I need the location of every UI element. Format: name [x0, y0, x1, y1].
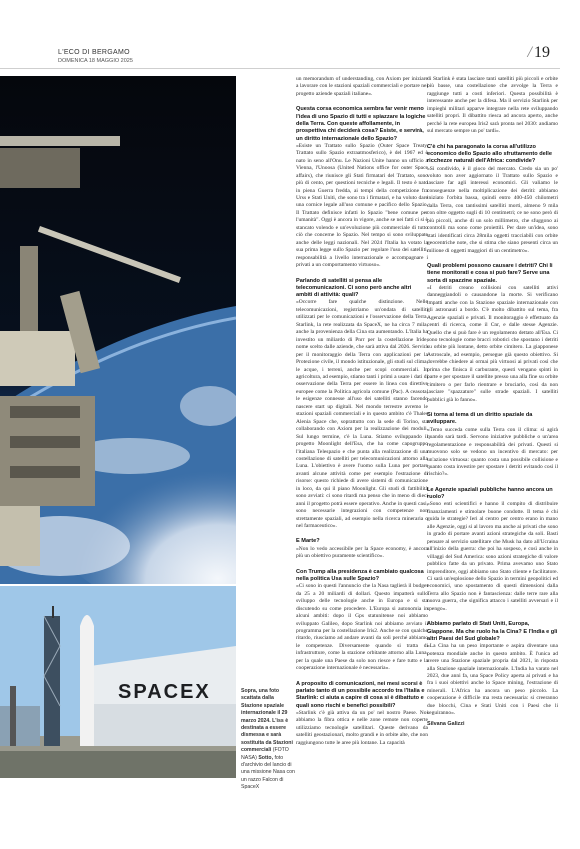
interview-question: A proposito di comunicazioni, nei mesi scorsi è parlato tanto di un possibile accordo tra l'Italia e Starlink: ci aiuta a capire di cosa si è dibattuto e quali sono rischi e benefici possibili?	[296, 680, 425, 709]
paragraph: «Si condivido, è il gioco del mercato. Credo sia un po' voluto non aver aggiornato il Trattato sullo Spazio e lasciare far agli interessi economici. Gli valiamo le conseguenze nella moltiplicazione dei detriti: abbiamo iniziato l'orbita bassa, quindi entro 400-450 chilometri dalla Terra, con tantissimi satelliti morti, almeno 9 mila con oltre oggetto sugli di 10 centimetri; ce ne sono però di più piccoli, anche di un solo millimetro, che sfuggono ai controlli ma sono come proiettili. Per dare un'idea, sono stati identificati circa 28mila oggetti tracciabili con orbite geocentriche note, che si stima che siano presenti circa un milione di oggetti maggiori di un centimetro».	[427, 165, 558, 254]
spacex-lettering: SPACEX	[118, 681, 211, 703]
paragraph: un memorandum of understanding, con Axiom per iniziare a lavorare con le stazioni spaziali commerciali e portare nel progetto aziende spaziali italiane».	[296, 76, 428, 97]
text-column-1	[296, 76, 428, 747]
spacex-launch-photo	[0, 586, 236, 778]
interview-question: Abbiamo parlato di Stati Uniti, Europa, Giappone. Ma che ruolo ha la Cina? E l'India e gli altri Paesi del Sud globale?	[427, 621, 558, 642]
publication-name: L'ECO DI BERGAMO	[58, 49, 130, 56]
page-number-value: 19	[534, 44, 550, 61]
slash-glyph: /	[527, 44, 532, 61]
photo-panel	[0, 76, 236, 778]
caption-credit: (FOTO NASA)	[241, 747, 289, 761]
photo-caption	[241, 688, 295, 792]
interview-question: Le Agenzie spaziali pubbliche hanno ancora un ruolo?	[427, 486, 553, 501]
caption-main: Sopra, una foto scattata dalla Stazione spaziale internazionale il 29 marzo 2024. L'iss è destinata a essere dismessa e sarà sostituita da Stazioni commerciali	[241, 688, 293, 754]
paragraph: «I detriti creano collisioni con satelliti attivi danneggiandoli o causandone la morte. Si verificano impatti anche con la Stazione spaziale internazionale con gli astronauti a bordo. C'è molto dibattito sul tema, fra Agenzie spaziali e privati. Il monitoraggio è effettuato da centri di ricerca, come il Cnr, e dalle stesse Agenzie. Quello che si può fare è un regolamento dettato all'Esa. Ci sono tecnologie come bracci robotici che spostano i detriti su orbite più lontane, detto orbite cimitero. La giapponese Astroscale, ad esempio, persegue già questo obiettivo. Si dovrebbe chiedere ai ormai più virtuosi ai privati così che prima che finisca il carburante, questi vengano spinti in parte e per spostare il satellite presso una alla fine su orbite cimitero o per farlo rientrare e bruciarlo, così da non lasciare "spazzature" sulle strade spaziali. I satelliti pubblici già lo fanno».	[427, 284, 558, 403]
paragraph: «La Cina ha un peso importante e aspira diventare una potenza mondiale anche in questo ambito. È l'unica ad avere una Stazione spaziale propria dal 2021, in risposta alla Stazione spaziale internazionale. L'India ha varato nel 2023, due anni fa, una Space Policy aperta ai privati e ha fra i suoi obiettivi anche lo Space mining, l'estrazione di minerali. L'Africa ha ancora un peso piccolo. La cooperazione è difficile ma resta necessaria: si creeranno due blocchi, Cina e Stati Uniti con i Paesi che li seguiranno».	[427, 643, 558, 717]
paragraph: «Non lo vedo accessibile per la Space economy, è ancora più un obiettivo puramente scientifico».	[296, 545, 428, 560]
paragraph: di Starlink è stata lasciare tanti satelliti più piccoli e orbite più basse, una costellazione che avvolge la Terra e raggiunge tutti a costi inferiori. Questa possibilità è interessante anche per la difesa. Ma il servizio Starlink per impieghi militari apparve integrare nella rete sviluppando satelliti propri. Il dibattito riesca ad ancora aperto, anche perché la rete europea Iris2 sarà pronta nel 2030: andiamo sul mercato sempre un po' tardi».	[427, 76, 558, 135]
author-signature: Silvana Galizzi	[427, 720, 465, 727]
interview-question: Questa corsa economica sembra far venir meno l'idea di uno Spazio di tutti e spiazzare la logiche della Terra. Con queste affollamente, in prospettiva chi deciderà cosa? Esiste, e servirà, un diritto internazionale dello Spazio?	[296, 106, 426, 142]
paragraph: «Esiste un Trattato sullo Spazio (Outer Space Treaty, Trattato sullo Spazio extraatmosferico), è del 1967 ed è nato in seno all'Onu. Le Nazioni Unite hanno un ufficio a Vienna, l'Unoosa (United Nations office for outer Space affairs), che riunisce gli Stati firmatari del Trattato, sono più di cento, per questioni tecniche e legali. Il testo è nato in piena Guerra fredda, ai tempi della competizione fra Urss e Stati Uniti, che sono tra i firmatari, e ha voluto dare una cornice legale all'uso comune e pacifico dello Spazio. Il Trattato definisce infatti lo Spazio "bene comune per l'umanità". Oggi è ancora in vigore, anche se nei fatti ci si è stancato volendo e un'evoluzione più commerciale di tutto ciò che concerne lo Spazio. Nel tempo si sono sviluppate anche delle leggi nazionali. Nel 2024 l'Italia ha votato la sua prima legge sullo Spazio per regolare l'uso dei satelliti, responsabilità a livello internazionale e accompagnare i privati a un comportamento virtuoso».	[296, 142, 428, 269]
header-rule	[0, 68, 560, 69]
caption-sotto: Sotto,	[258, 754, 274, 761]
paragraph: «Starlink c'è già attiva da un po' nel nostro Paese. Noi abbiamo la fibra ottica e nelle zone remote non coperte utilizziamo tecnologie satellitari. Queste derivano da satelliti geostazionari, molto grandi e in orbite alte, che non raggiungono tutte le aree più lontane. La capacità	[296, 709, 428, 746]
masthead	[0, 0, 580, 66]
caption-rest: foto d'archivio del lancio di una missione Nasa con un razzo Falcon di SpaceX	[241, 754, 295, 791]
page-number	[528, 44, 550, 62]
iss-earth-photo	[0, 76, 236, 584]
text-column-2	[427, 76, 558, 728]
interview-question: Si torna al tema di un diritto spaziale da sviluppare.	[427, 412, 533, 426]
paragraph: «Ci sono in questi l'annuncio che la Nasa taglierà il budget da 25 a 20 miliardi di dollari. Questo impatterà sullo sviluppo delle tecnologie anche in Europa e si sta discutendo su come procedere. L'Europa si autonomia in alcuni ambiti: dopo il Gps statunitense noi abbiamo sviluppato Galileo, dopo Starlink noi abbiamo avviato il programma per la costellazione Iris2. Anche se con qualche ritardo, riusciamo ad andare avanti da soli perché abbiamo le competenze. Diversamente quando si tratta di infrastrutture, come la stazione orbitante attorno alla Luna, per la quale una Paese da solo non riesce e fare tutto e la cooperazione internazionale è necessaria».	[296, 583, 428, 672]
issue-date: DOMENICA 18 MAGGIO 2025	[58, 58, 133, 64]
paragraph: «Temo succeda come sulla Terra con il clima: si agirà quando sarà tardi. Servono iniziative pubbliche o un'area regolamentazione e responsabilità dei privati. Questi si muovono solo se vedono un incentivo di mercato: per un'azione virtuosa: quanto costa una possibile collisione e quanto costa investire per spostare i detriti evitando così il rischio?».	[427, 426, 558, 478]
interview-question: E Marte?	[296, 538, 320, 545]
interview-question: C'è chi ha paragonato la corsa all'utilizzo economico dello Spazio allo sfruttamento delle ricchezze naturali dell'Africa: condivide?	[427, 143, 552, 165]
paragraph: «Sono enti scientifici e hanno il compito di distribuire finanziamenti e stimolare buone condotte. Il tema è chi guida le strategie? Ieri al centro per centro erano in mano alle Agenzie, oggi si al lavoro ma anche ai privati che sono in grado di portare avanti azioni strategiche da soli. Basti pensare al servizio satellitare che Musk ha dato all'Ucraina all'inizio della guerra: che poi ha sospeso, e così anche in villaggi del Sud America: sono azioni strategiche di valore pubblico fatte da un privato. Prima avevamo uno Stato imprenditore, oggi abbiamo uno Stato cliente e facilitatore. Ci sarà un'esplosione dello Spazio in termini geopolitici ed economici, uno spostamento di questi dimensioni dalla Terra allo Spazio non è fantascienza: dalle terre rare alla nuova guerra, che significa attacco i satelliti avversari e il spengo».	[427, 501, 558, 612]
paragraph: «Occorre fare qualche distinzione. Nelle telecomunicazioni, registriamo un'ondata di satelliti utilizzati per le comunicazioni e l'osservazione della Terra. Starlink, la rete realizzata da SpaceX, ne ha circa 7 mila, anche la provenienza della Cina sta aumentando. L'Italia ha investito un miliardo di Pnrr per la costellazione Iride, nome scelto dalle aziende, che sarà attiva dal 2026. Servirà per il monitoraggio della Terra con applicazioni per la Protezione civile, il mondo istituzionale, gli studi sul clima, le acque, i terreni, anche per scopi commerciali. In agricoltura, ad esempio, stiamo tanti i primi a usare i dati di osservazione della Terra per essere in linea con direttive europee come la Politica agricola comune (Pac). A ceasota, le esigenze connesse all'uso dei satelliti stanno facendo nascere start up digitali. Nel mondo terrestre avremo le stazioni spaziali commerciali e in questo ambito c'è Thales Alenia Space che, soprattutto con la sede di Torino, sta collaborando con Axiom per la realizzazione dei moduli. Sul lungo termine, c'è la Luna. Stiamo sviluppando il progetto Moonlight dell'Esa, che ha come capogruppo l'italiana Telespazio e che punta alla realizzazione di una costellazione di satelliti per telecomunicazioni attorno alla Luna. L'obiettivo è avere l'uomo sulla Luna per portare avanti alcune attività come per esempio l'estrazione di risorse: questo richiede di avere sistemi di comunicazione in loco, da qui il piano Moonlight. Gli studi di fattibilità sono avviati: ci sono ritardi ma penso che in meno di dieci anni il progetto potrà essere operativo. Anche in questi casi, sono necessarie integrazioni con competenze non strettamente spaziali, ad esempio nella ricerca mineraria o nel farmaceutico».	[296, 299, 428, 530]
interview-question: Con Trump alla presidenza è cambiato qualcosa nella politica Usa sulle Spazio?	[296, 568, 424, 582]
interview-question: Parlando di satelliti si pensa alle telecomunicazioni. Ci sono però anche altri ambiti di attività: quali?	[296, 277, 412, 299]
interview-question: Quali problemi possono causare i detriti? Chi li tiene monitorati e cosa si può fare? Serve una sorta di spazzine spaziale.	[427, 262, 553, 284]
